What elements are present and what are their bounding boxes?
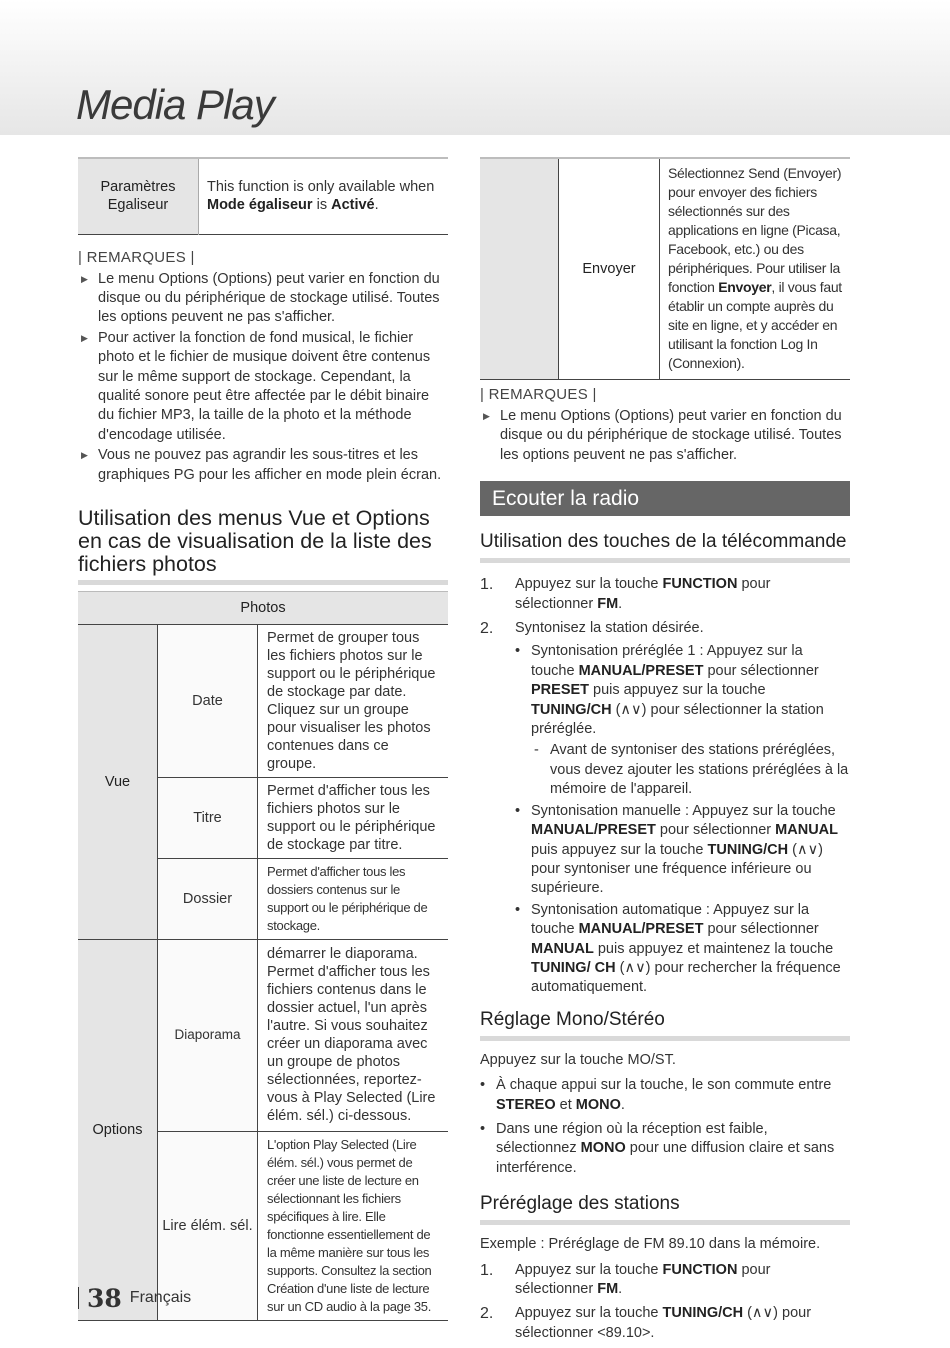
left-column <box>78 157 448 1321</box>
row-desc-dossier: Permet d'afficher tous les dossiers contenus sur le support ou le périphérique de stockage. <box>258 858 449 939</box>
triangle-bullet-icon: ▶ <box>81 273 88 284</box>
step-item: 2. Syntonisez la station désirée. • Syntonisation préréglée 1 : Appuyez sur la touche MANUAL/PRESET pour sélectionner PRESET puis appuyez sur la touche TUNING/CH (∧∨) pour sélectionner la station préréglée. - Avant de syntoniser des stations préréglées, vous devez ajouter les stations préréglées à la mémoire de l'appareil. • Syntonisation manuelle : Appuyez sur la touche MANUAL/PRESET pour sélectionner MANUAL puis appuyez sur la touche TUNING/CH (∧∨) pour syntoniser une fréquence inférieure ou supérieure. • Syntonisation automatique : Appuyez sur la touche MANUAL/PRESET pour sélectionner MANUAL puis appuyez et maintenez la touche TUNING/ CH (∧∨) pour rechercher la fréquence automatiquement. <box>480 619 850 998</box>
row-desc-diaporama: démarrer le diaporama. Permet d'afficher tous les fichiers contenus dans le dossier actuel, l'un après l'autre. Si vous souhaitez créer un diaporama avec un groupe de photos sélectionnées, reportez-vous à Play Selected (Lire élém. sél.) ci-dessous. <box>258 939 449 1131</box>
bullet-list <box>480 1076 850 1178</box>
page-language: Français <box>129 1289 192 1306</box>
list-item: ▶ Pour activer la fonction de fond musical, le fichier photo et le fichier de musique doivent être contenus sur le même support de stockage. Cependant, la qualité sonore peut être affectée par le débit binaire du fichier MP3, la taille de la photo et la méthode d'encodage utilisée. <box>81 329 431 443</box>
subsection-title: Réglage Mono/Stéréo <box>480 1008 850 1041</box>
list-item: • Dans une région où la réception est faible, sélectionnez MONO pour une diffusion claire et sans interférence. <box>480 1120 835 1176</box>
triangle-bullet-icon: ▶ <box>81 332 88 343</box>
row-name-titre: Titre <box>158 777 258 858</box>
row-name-lire: Lire élém. sél. <box>158 1131 258 1320</box>
list-item: • Syntonisation manuelle : Appuyez sur la touche MANUAL/PRESET pour sélectionner MANUAL puis appuyez sur la touche TUNING/CH (∧∨) pour syntoniser une fréquence inférieure ou supérieure. <box>515 802 838 897</box>
send-table <box>480 157 850 380</box>
dash-note: - Avant de syntoniser des stations préréglées, vous devez ajouter les stations préréglées à la mémoire de l'appareil. <box>534 742 849 798</box>
remarks-heading: | REMARQUES | <box>480 386 597 403</box>
steps-list <box>480 1261 850 1344</box>
equalizer-label: Paramètres Egaliseur <box>78 158 199 234</box>
step-item: 1. Appuyez sur la touche FUNCTION pour sélectionner FM. <box>480 1261 771 1297</box>
row-name-diaporama: Diaporama <box>158 939 258 1131</box>
photo-options-table <box>78 591 448 1321</box>
steps-list <box>480 575 850 998</box>
paragraph: Exemple : Préréglage de FM 89.10 dans la mémoire. <box>480 1236 821 1253</box>
equalizer-table <box>78 157 448 235</box>
right-column <box>480 157 850 1348</box>
page-title: Media Play <box>76 81 274 128</box>
row-name-dossier: Dossier <box>158 858 258 939</box>
remarks-heading: | REMARQUES | <box>78 248 195 266</box>
row-desc-lire: L'option Play Selected (Lire élém. sél.) vous permet de créer une liste de lecture en sélectionnant les fichiers spécifiques à lire. Elle fonctionne essentiellement de la même manière sur tous les supports. Consultez la section Création d'une liste de lecture sur un CD audio à la page 35. <box>267 1136 432 1314</box>
row-desc-titre: Permet d'afficher tous les fichiers photos sur le support ou le périphérique de stockage par titre. <box>258 777 449 858</box>
list-item: ▶ Vous ne pouvez pas agrandir les sous-titres et les graphiques PG pour les afficher en mode plein écran. <box>81 447 442 483</box>
step-item: 2. Appuyez sur la touche TUNING/CH (∧∨) pour sélectionner <89.10>. <box>480 1305 812 1341</box>
section-title: Utilisation des menus Vue et Options en cas de visualisation de la liste des fichiers photos <box>78 507 448 585</box>
paragraph: Appuyez sur la touche MO/ST. <box>480 1051 676 1068</box>
group-options: Options <box>78 939 158 1320</box>
list-item: ▶ Le menu Options (Options) peut varier en fonction du disque ou du périphérique de stockage utilisé. Toutes les options peuvent ne pas s'afficher. <box>483 408 842 463</box>
send-description: Sélectionnez Send (Envoyer) pour envoyer des fichiers sélectionnés sur des applications en ligne (Picasa, Facebook, etc.) ou des périphériques. Pour utiliser la fonction Envoyer, il vous faut établir un compte auprès du site en ligne, et y accéder en utilisant la fonction Log In (Connexion). <box>668 165 842 371</box>
remarks-list <box>78 270 448 485</box>
step-item: 1. Appuyez sur la touche FUNCTION pour sélectionner FM. <box>480 576 771 612</box>
group-vue: Vue <box>78 624 158 939</box>
divider <box>78 1287 79 1309</box>
list-item: • Syntonisation automatique : Appuyez sur la touche MANUAL/PRESET pour sélectionner MANUAL puis appuyez et maintenez la touche TUNING/ CH (∧∨) pour rechercher la fréquence automatiquement. <box>515 901 841 996</box>
section-banner: Ecouter la radio <box>480 481 850 516</box>
blank-cell <box>480 158 559 380</box>
list-item: ▶ Le menu Options (Options) peut varier en fonction du disque ou du périphérique de stockage utilisé. Toutes les options peuvent ne pas s'afficher. <box>81 270 440 326</box>
subsection-title: Préréglage des stations <box>480 1192 850 1225</box>
subsection-title: Utilisation des touches de la télécommande <box>480 530 850 563</box>
page-footer <box>78 1283 191 1313</box>
equalizer-description: This function is only available when Mode égaliseur is Activé. <box>207 179 435 214</box>
table-header: Photos <box>78 591 448 624</box>
row-desc-date: Permet de grouper tous les fichiers photos sur le support ou le périphérique de stockage par date. Cliquez sur un groupe pour visualiser les photos contenues dans ce groupe. <box>258 624 449 777</box>
row-name-date: Date <box>158 624 258 777</box>
remarks-list <box>480 407 850 465</box>
triangle-bullet-icon: ▶ <box>81 450 88 461</box>
page-number: 38 <box>87 1283 122 1313</box>
list-item: • Syntonisation préréglée 1 : Appuyez sur la touche MANUAL/PRESET pour sélectionner PRESET puis appuyez sur la touche TUNING/CH (∧∨) pour sélectionner la station préréglée. - Avant de syntoniser des stations préréglées, vous devez ajouter les stations préréglées à la mémoire de l'appareil. <box>515 642 850 799</box>
send-label: Envoyer <box>559 158 660 380</box>
triangle-bullet-icon: ▶ <box>483 411 490 421</box>
list-item: • À chaque appui sur la touche, le son commute entre STEREO et MONO. <box>480 1077 832 1113</box>
bullet-list <box>515 642 850 997</box>
